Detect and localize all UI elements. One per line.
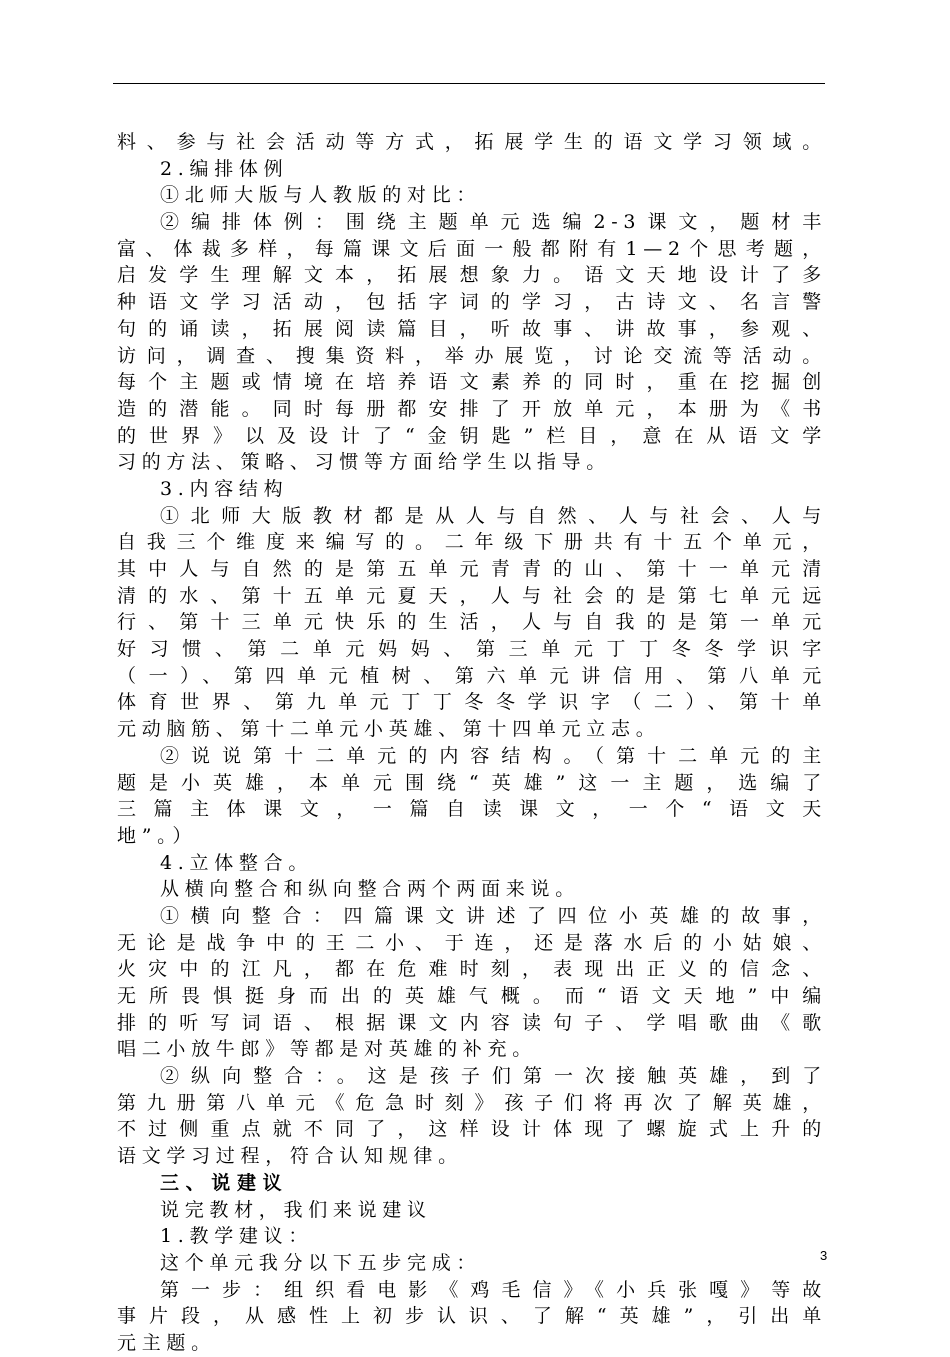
text-line: 好习惯、第二单元妈妈、第三单元丁丁冬冬学识字 xyxy=(117,638,827,661)
text-line: 地”。） xyxy=(117,824,198,847)
text-line: 自我三个维度来编写的。二年级下册共有十五个单元， xyxy=(117,531,827,554)
text-line: 无所畏惧挺身而出的英雄气概。而“语文天地”中编 xyxy=(117,985,827,1007)
text-line: 造的潜能。同时每册都安排了开放单元，本册为《书 xyxy=(117,397,827,420)
text-line: 的世界》以及设计了“金钥匙”栏目，意在从语文学 xyxy=(117,424,827,447)
text-line: 访问，调查、搜集资料，举办展览，讨论交流等活动。 xyxy=(117,344,827,367)
text-line: 说完教材，我们来说建议 xyxy=(160,1198,432,1221)
text-line: 不过侧重点就不同了，这样设计体现了螺旋式上升的 xyxy=(117,1118,827,1141)
text-line: （一）、第四单元植树、第六单元讲信用、第八单元 xyxy=(117,664,827,687)
section-heading-4: 4.立体整合。 xyxy=(160,851,314,874)
text-line: 启发学生理解文本，拓展想象力。语文天地设计了多 xyxy=(117,264,827,287)
text-line: 唱二小放牛郎》等都是对英雄的补充。 xyxy=(117,1038,537,1061)
text-line: 习的方法、策略、习惯等方面给学生以指导。 xyxy=(117,451,612,474)
text-line: 元动脑筋、第十二单元小英雄、第十四单元立志。 xyxy=(117,718,661,741)
text-line: 其中人与自然的是第五单元青青的山、第十一单元清 xyxy=(117,558,827,580)
text-line: 清的水、第十五单元夏天，人与社会的是第七单元远 xyxy=(117,584,827,607)
text-line: 第九册第八单元《危急时刻》孩子们将再次了解英雄， xyxy=(117,1091,827,1114)
text-line: ①北师大版与人教版的对比： xyxy=(160,184,482,207)
text-line: 体育世界、第九单元丁丁冬冬学识字（二）、第十单 xyxy=(117,691,827,714)
section-heading-3: 3.内容结构 xyxy=(160,477,289,500)
header-rule xyxy=(113,83,825,84)
text-line: 富、体裁多样，每篇课文后面一般都附有1—2个思考题， xyxy=(117,237,827,260)
text-line: 元主题。 xyxy=(117,1331,216,1354)
text-line: 句的诵读，拓展阅读篇目，听故事、讲故事，参观、 xyxy=(117,317,827,340)
section-heading-2: 2.编排体例 xyxy=(160,157,289,180)
text-line: 无论是战争中的王二小、于连，还是落水后的小姑娘、 xyxy=(117,931,827,954)
text-line: 种语文学习活动，包括字词的学习，古诗文、名言警 xyxy=(117,291,827,314)
text-line: 这个单元我分以下五步完成： xyxy=(160,1251,482,1274)
body-text xyxy=(117,129,827,1357)
text-line: 火灾中的江凡，都在危难时刻，表现出正义的信念、 xyxy=(117,958,827,981)
text-line: ②编排体例：围绕主题单元选编2-3课文，题材丰 xyxy=(160,211,827,234)
section-heading-teaching: 1.教学建议： xyxy=(160,1225,314,1248)
text-line: 料、参与社会活动等方式，拓展学生的语文学习领域。 xyxy=(117,131,827,153)
text-line: 行、第十三单元快乐的生活，人与自我的是第一单元 xyxy=(117,611,827,634)
text-line: 从横向整合和纵向整合两个两面来说。 xyxy=(160,878,580,901)
text-line: 事片段，从感性上初步认识、了解“英雄”，引出单 xyxy=(117,1305,827,1328)
text-line: 每个主题或情境在培养语文素养的同时，重在挖掘创 xyxy=(117,371,827,394)
text-line: ①横向整合：四篇课文讲述了四位小英雄的故事， xyxy=(160,904,827,927)
text-line: 语文学习过程，符合认知规律。 xyxy=(117,1145,463,1168)
text-line: ②说说第十二单元的内容结构。（第十二单元的主 xyxy=(160,744,827,767)
page-number: 3 xyxy=(820,1248,828,1263)
text-line: 排的听写词语、根据课文内容读句子、学唱歌曲《歌 xyxy=(117,1011,827,1034)
text-line: 第一步：组织看电影《鸡毛信》《小兵张嘎》等故 xyxy=(160,1278,827,1301)
section-heading-main: 三、说建议 xyxy=(160,1171,289,1194)
text-line: 题是小英雄，本单元围绕“英雄”这一主题，选编了 xyxy=(117,771,827,794)
text-line: ②纵向整合：。这是孩子们第一次接触英雄，到了 xyxy=(160,1065,827,1088)
text-line: ①北师大版教材都是从人与自然、人与社会、人与 xyxy=(160,504,827,527)
text-line: 三篇主体课文，一篇自读课文，一个“语文天 xyxy=(117,798,827,821)
